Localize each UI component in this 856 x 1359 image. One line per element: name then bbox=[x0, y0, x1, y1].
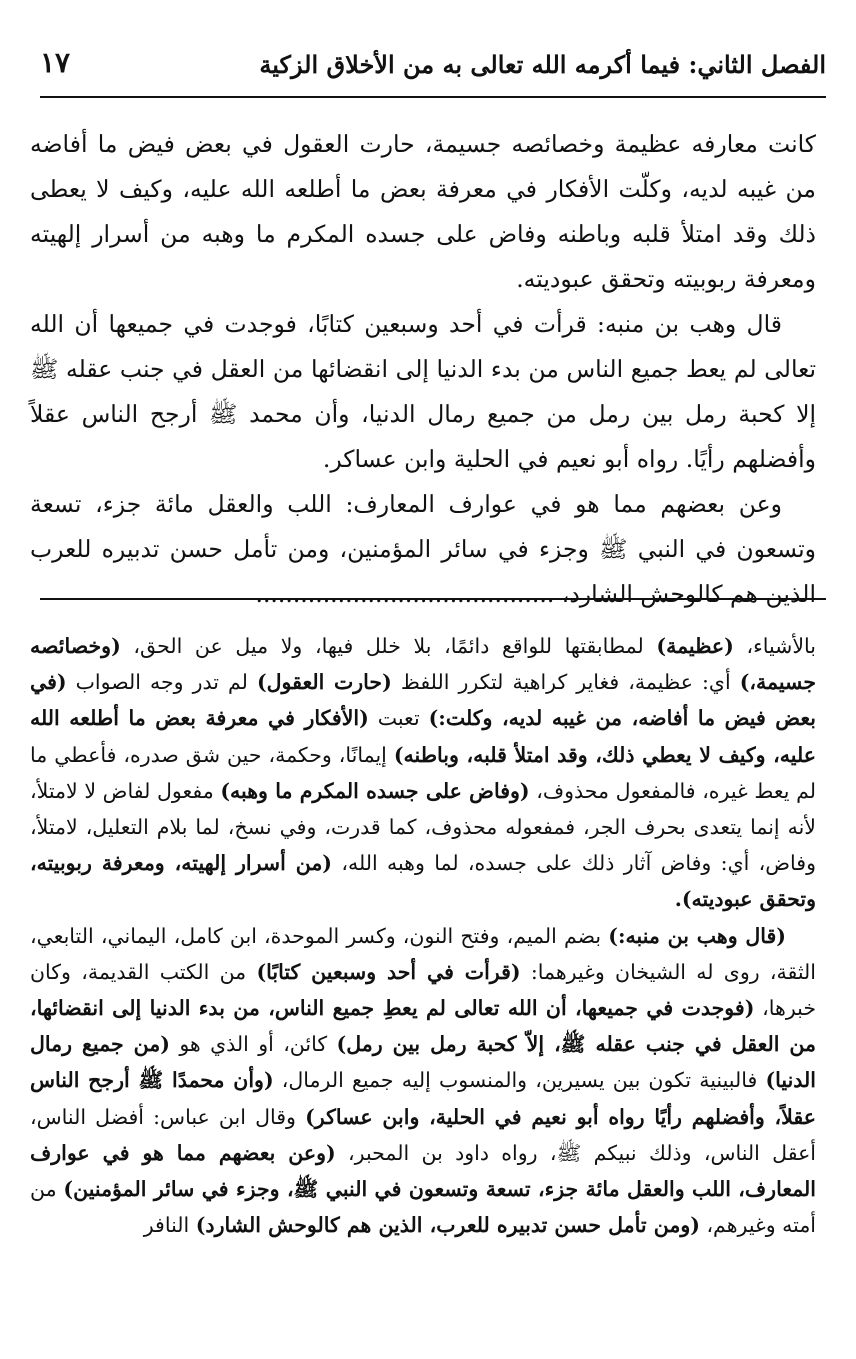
quoted-text-segment: (حارت العقول) bbox=[256, 670, 392, 695]
quoted-text-segment: (من أسرار إلهيته، ومعرفة ربوبيته، وتحقق عبوديته). bbox=[30, 851, 816, 912]
quoted-text-segment: (عظيمة) bbox=[656, 634, 734, 658]
header-rule bbox=[40, 96, 826, 98]
page-header bbox=[40, 38, 826, 94]
commentary-text-segment: مفعول لفاض لا لامتلأ، لأنه إنما يتعدى بحرف الجر، فمفعوله محذوف، كما قدرت، وفي نسخ، لما بلام التعليل، لامتلأ، وفاض، أي: وفاض آثار ذلك على جسده، لما وهبه الله، bbox=[30, 778, 816, 876]
commentary-text-segment: لم تدر وجه الصواب bbox=[66, 670, 257, 695]
commentary-text-segment: لمطابقتها للواقع دائمًا، بلا خلل فيها، ولا ميل عن الحق، bbox=[120, 634, 657, 658]
quoted-text-segment: (فوجدت في جميعها، أن الله تعالى لم يعطِ جميع الناس، من بدء الدنيا إلى انقضائها، من العقل في جنب عقله ﷺ، إلاّ كحبة رمل بين رمل) bbox=[30, 996, 817, 1057]
commentary-text-segment: تعبت bbox=[368, 706, 429, 731]
chapter-title: الفصل الثاني: فيما أكرمه الله تعالى به من الأخلاق الزكية bbox=[259, 50, 826, 79]
quoted-text-segment: (ومن تأمل حسن تدبيره للعرب، الذين هم كالوحش الشارد) bbox=[195, 1213, 700, 1238]
commentary-text-segment: من الكتب القديمة، وكان خبرها، bbox=[30, 959, 816, 1021]
quoted-text-segment: (قرأت في أحد وسبعين كتابًا) bbox=[256, 959, 521, 984]
commentary-text-segment: بضم الميم، وفتح النون، وكسر الموحدة، ابن كامل، اليماني، التابعي، الثقة، روى له الشيخان وغيرهما: bbox=[30, 923, 816, 984]
quoted-text-segment: (في بعض فيض ما أفاضه، من غيبه لديه، وكلت:) bbox=[30, 670, 816, 731]
main-text bbox=[30, 122, 816, 617]
commentary-text-segment: أي: عظيمة، فغاير كراهية لتكرر اللفظ bbox=[391, 670, 740, 695]
quoted-text-segment: (قال وهب بن منبه:) bbox=[608, 923, 787, 948]
commentary-paragraph-2 bbox=[30, 918, 816, 1244]
quoted-text-segment: (وأن محمدًا ﷺ أرجح الناس عقلاً، وأفضلهم رأيًا رواه أبو نعيم في الحلية، وابن عساكر) bbox=[30, 1068, 817, 1129]
commentary bbox=[30, 628, 816, 1243]
commentary-text-segment: وقال ابن عباس: أفضل الناس، أعقل الناس، وذلك نبيكم ﷺ، رواه داود بن المحبر، bbox=[30, 1104, 816, 1165]
quoted-text-segment: (من جميع رمال الدنيا) bbox=[30, 1032, 816, 1093]
commentary-text-segment: من أمته وغيرهم، bbox=[30, 1177, 816, 1238]
commentary-text-segment: إيمانًا، وحكمة، حين شق صدره، فأعطي ما لم يعط غيره، فالمفعول محذوف، bbox=[30, 742, 816, 803]
commentary-text-segment: فالبينية تكون بين يسيرين، والمنسوب إليه جميع الرمال، bbox=[273, 1068, 766, 1093]
quoted-text-segment: (وفاض على جسده المكرم ما وهبه) bbox=[220, 778, 530, 803]
commentary-text-segment: كائن، أو الذي هو bbox=[169, 1032, 337, 1057]
main-paragraph-1: كانت معارفه عظيمة وخصائصه جسيمة، حارت العقول في بعض فيض ما أفاضه من غيبه لديه، وكلّت الأفكار في معرفة بعض ما أطلعه الله عليه، وكيف لا يعطى ذلك وقد امتلأ قلبه وباطنه وفاض على جسده المكرم ما وهبه من أسرار إلهيته ومعرفة ربوبيته وتحقق عبوديته. bbox=[30, 130, 816, 293]
quoted-text-segment: (الأفكار في معرفة بعض ما أطلعه الله عليه، وكيف لا يعطي ذلك، وقد امتلأ قلبه، وباطنه) bbox=[30, 706, 816, 767]
quoted-text-segment: (وخصائصه جسيمة،) bbox=[30, 634, 816, 695]
footnote-separator bbox=[40, 598, 826, 600]
page-number: ١٧ bbox=[40, 46, 71, 79]
commentary-text-segment: بالأشياء، bbox=[733, 634, 817, 658]
main-paragraph-3: وعن بعضهم مما هو في عوارف المعارف: اللب والعقل مائة جزء، تسعة وتسعون في النبي ﷺ وجزء في سائر المؤمنين، ومن تأمل حسن تدبيره للعرب الذين هم كالوحش الشارد، ........................................ bbox=[30, 490, 816, 608]
commentary-text-segment: النافر bbox=[143, 1213, 196, 1238]
quoted-text-segment: (وعن بعضهم مما هو في عوارف المعارف، اللب والعقل مائة جزء، تسعة وتسعون في النبي ﷺ، وجزء في سائر المؤمنين) bbox=[30, 1140, 816, 1202]
main-paragraph-2: قال وهب بن منبه: قرأت في أحد وسبعين كتابًا، فوجدت في جميعها أن الله تعالى لم يعط جميع الناس من بدء الدنيا إلى انقضائها من العقل في جنب عقله ﷺ إلا كحبة رمل بين رمل من جميع رمال الدنيا، وأن محمد ﷺ أرجح الناس عقلاً وأفضلهم رأيًا. رواه أبو نعيم في الحلية وابن عساكر. bbox=[30, 310, 816, 473]
commentary-paragraph-1 bbox=[30, 628, 816, 918]
